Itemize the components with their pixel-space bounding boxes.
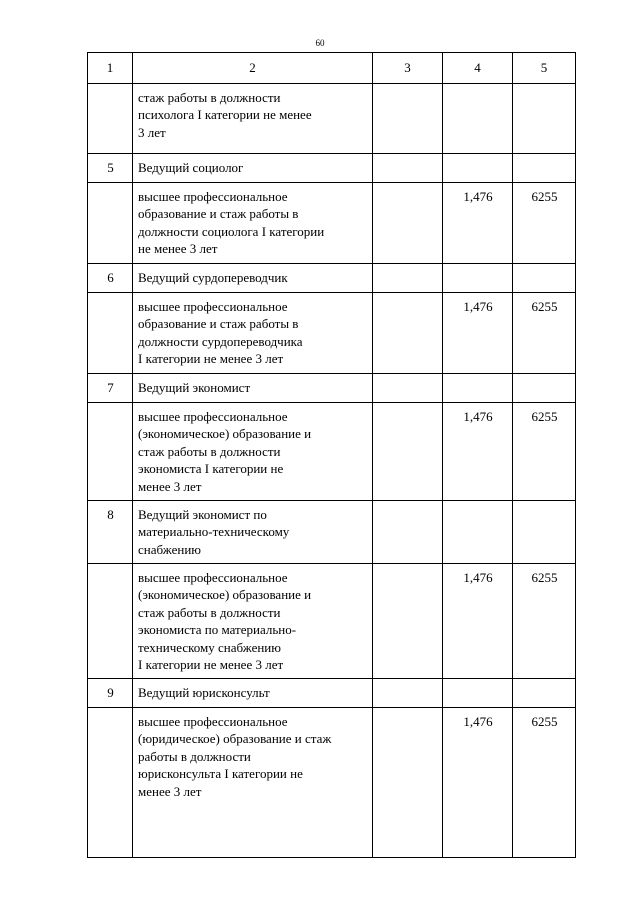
col3-cell [373,402,443,500]
table-row [88,707,576,857]
table-row [88,678,576,707]
col3-cell [373,83,443,153]
table-row [88,83,576,153]
table-row [88,500,576,563]
coefficient-cell [443,500,513,563]
salary-cell [513,83,576,153]
table-row [88,292,576,373]
coefficient-cell: 1,476 [443,292,513,373]
coefficient-cell [443,83,513,153]
page-number: 60 [315,38,325,48]
col3-cell [373,263,443,292]
table-row [88,182,576,263]
position-text: высшее профессиональное (юридическое) образование и стаж работы в должности юрисконсульта I категории не менее 3 лет [133,707,373,857]
table-row [88,373,576,402]
col3-cell [373,373,443,402]
position-text: стаж работы в должности психолога I категории не менее 3 лет [133,83,373,153]
table-row [88,153,576,182]
header-cell: 2 [133,53,373,84]
coefficient-cell: 1,476 [443,563,513,678]
position-title: Ведущий экономист по материально-техническому снабжению [133,500,373,563]
row-number: 9 [88,678,133,707]
header-cell: 3 [373,53,443,84]
position-title: Ведущий социолог [133,153,373,182]
coefficient-cell [443,153,513,182]
col3-cell [373,182,443,263]
row-number [88,182,133,263]
col3-cell [373,292,443,373]
coefficient-cell: 1,476 [443,402,513,500]
salary-cell [513,263,576,292]
table-row [88,263,576,292]
col3-cell [373,153,443,182]
row-number [88,707,133,857]
coefficient-cell: 1,476 [443,182,513,263]
salary-cell [513,153,576,182]
salary-cell: 6255 [513,292,576,373]
row-number [88,402,133,500]
position-text: высшее профессиональное (экономическое) образование и стаж работы в должности экономиста I категории не менее 3 лет [133,402,373,500]
position-title: Ведущий экономист [133,373,373,402]
coefficient-cell [443,373,513,402]
coefficient-cell [443,678,513,707]
salary-cell: 6255 [513,563,576,678]
row-number: 5 [88,153,133,182]
col3-cell [373,707,443,857]
col3-cell [373,500,443,563]
salary-cell: 6255 [513,707,576,857]
row-number [88,292,133,373]
coefficient-cell [443,263,513,292]
header-cell: 1 [88,53,133,84]
position-text: высшее профессиональное (экономическое) образование и стаж работы в должности экономиста по материально- техническому снабжению I категории не менее 3 лет [133,563,373,678]
col3-cell [373,563,443,678]
table-header-row [88,53,576,84]
header-cell: 4 [443,53,513,84]
position-text: высшее профессиональное образование и стаж работы в должности социолога I категории не менее 3 лет [133,182,373,263]
table-row [88,402,576,500]
row-number: 6 [88,263,133,292]
salary-cell: 6255 [513,402,576,500]
row-number: 8 [88,500,133,563]
salary-cell: 6255 [513,182,576,263]
salary-cell [513,373,576,402]
position-title: Ведущий юрисконсульт [133,678,373,707]
position-text: высшее профессиональное образование и стаж работы в должности сурдопереводчика I категории не менее 3 лет [133,292,373,373]
salary-table [87,52,576,858]
table-row [88,563,576,678]
position-title: Ведущий сурдопереводчик [133,263,373,292]
col3-cell [373,678,443,707]
salary-cell [513,678,576,707]
header-cell: 5 [513,53,576,84]
salary-cell [513,500,576,563]
row-number [88,83,133,153]
coefficient-cell: 1,476 [443,707,513,857]
row-number: 7 [88,373,133,402]
row-number [88,563,133,678]
